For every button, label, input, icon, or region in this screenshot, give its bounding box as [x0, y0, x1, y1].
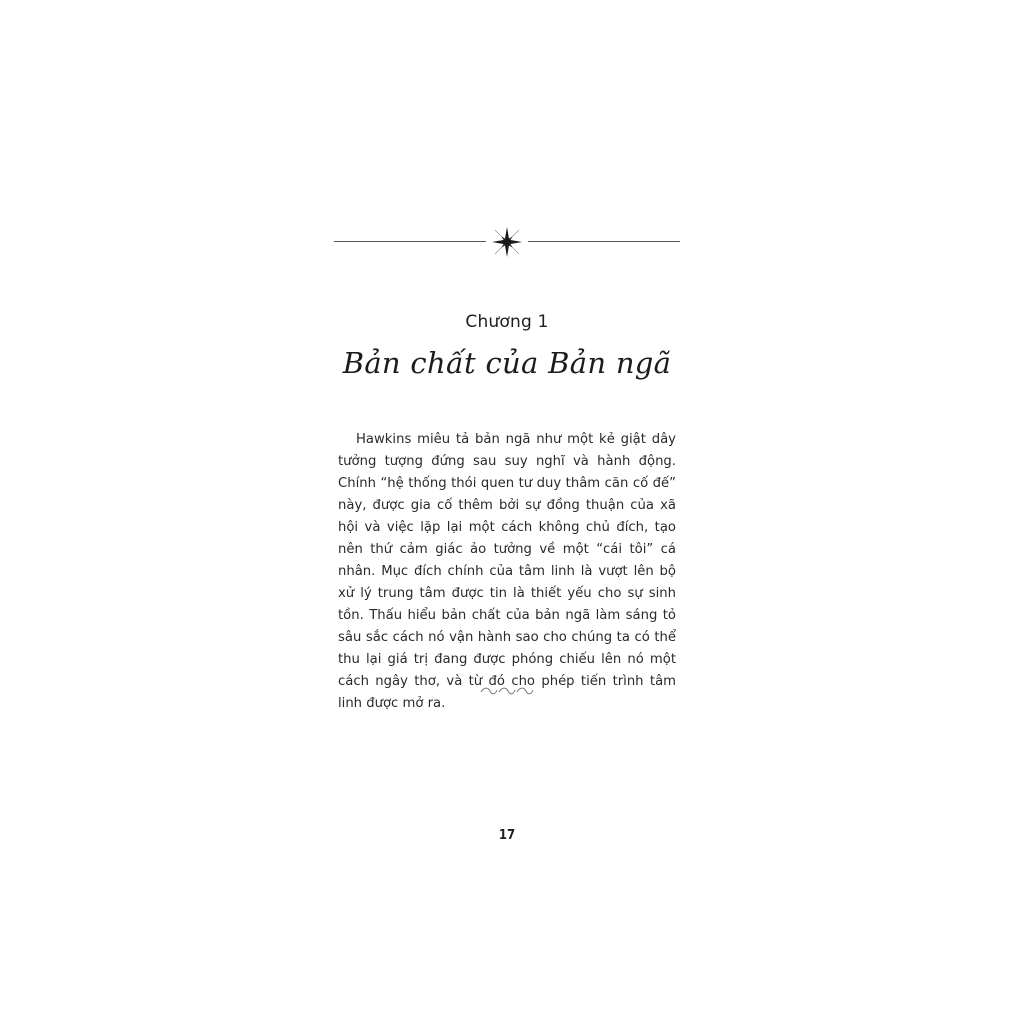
chapter-label: Chương 1	[465, 312, 549, 332]
ornament-rule-left	[334, 241, 486, 242]
page-number: 17	[498, 828, 516, 843]
wave-flourish-icon	[478, 684, 536, 698]
chapter-title: Bản chất của Bản ngã	[342, 346, 672, 380]
compass-star-icon	[491, 226, 523, 258]
body-paragraph: Hawkins miêu tả bản ngã như một kẻ giật dây tưởng tượng đứng sau suy nghĩ và hành động. Chính “hệ thống thói quen tư duy thâm căn cố đế” này, được gia cố thêm bởi sự đồng thuận của xã hội và việc lặp lại một cách không chủ đích, tạo nên thứ cảm giác ảo tưởng về một “cái tôi” cá nhân. Mục đích chính của tâm linh là vượt lên bộ xử lý trung tâm được tin là thiết yếu cho sự sinh tồn. Thấu hiểu bản chất của bản ngã làm sáng tỏ sâu sắc cách nó vận hành sao cho chúng ta có thể thu lại giá trị đang được phóng chiếu lên nó một cách ngây thơ, và từ đó cho phép tiến trình tâm linh được mở ra.	[338, 432, 676, 711]
chapter-header-ornament	[334, 226, 680, 258]
ornament-rule-right	[528, 241, 680, 242]
